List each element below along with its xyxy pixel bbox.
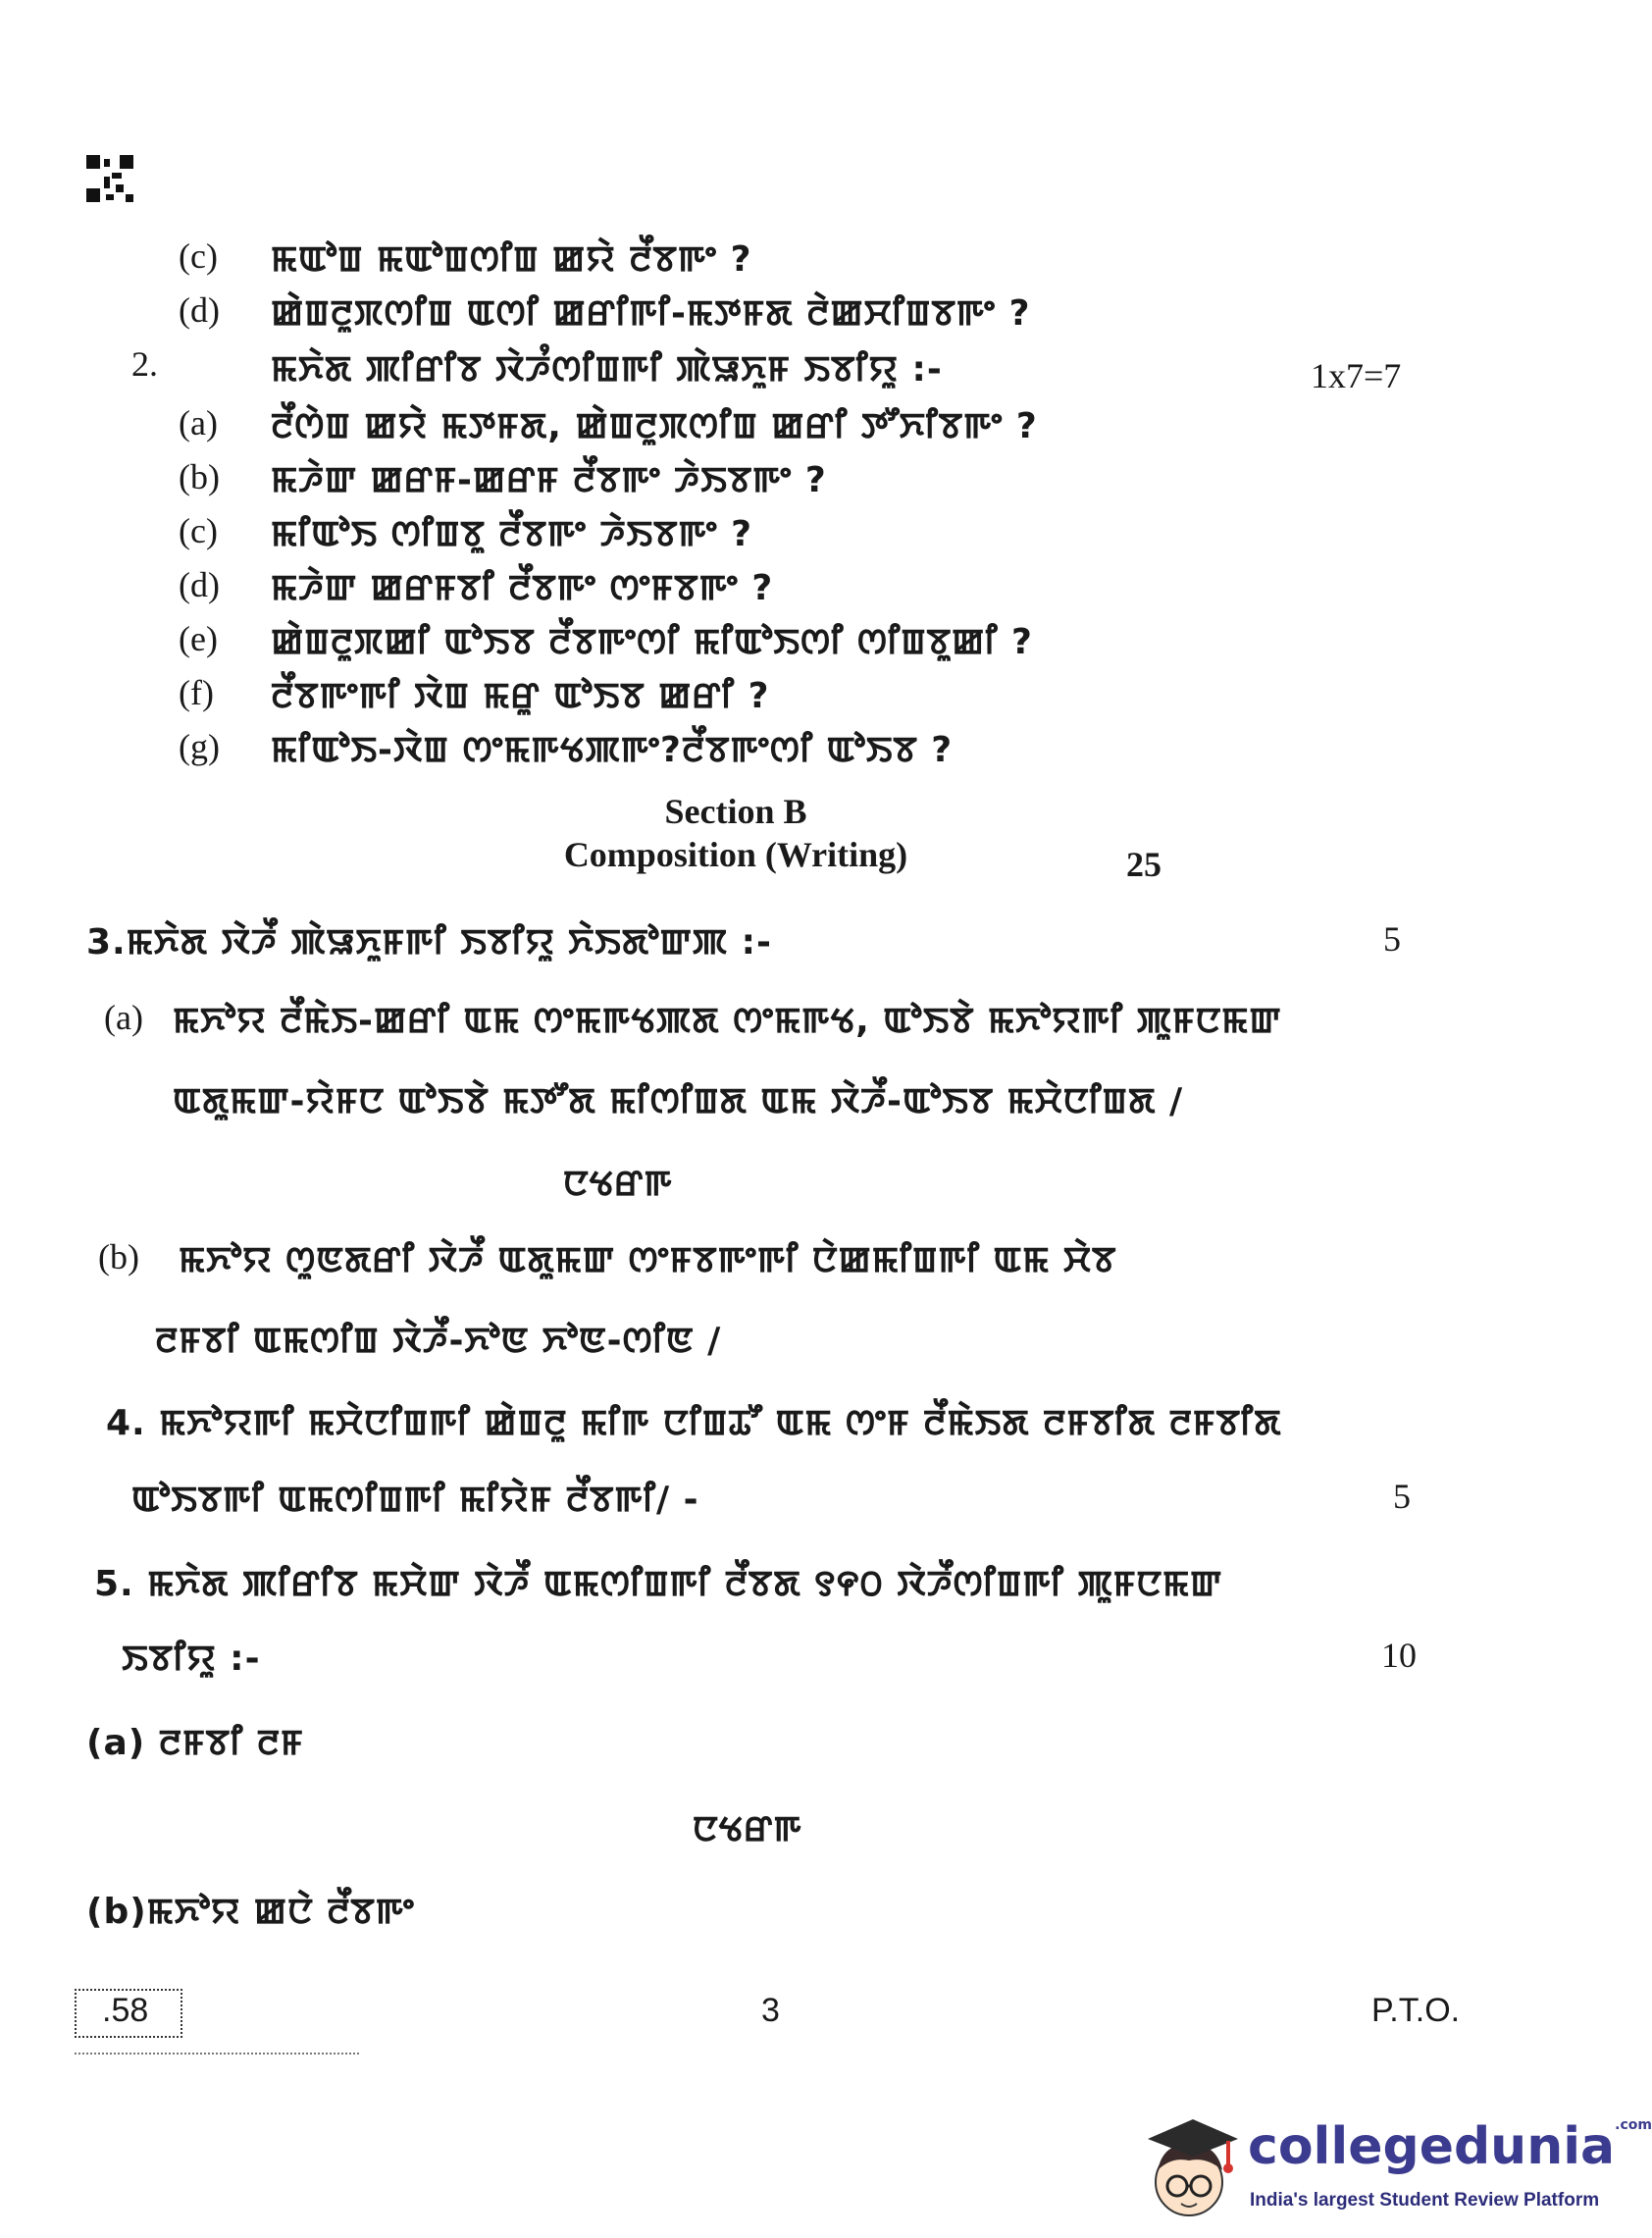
pto-text: P.T.O. (1371, 1992, 1461, 2029)
q3-b-line1: ꯃꯈꯣꯌ ꯁꯨꯟꯗꯔꯤ ꯋꯥꯍꯩ ꯑꯗꯨꯃꯛ ꯁꯦꯝꯕꯒꯦꯒꯤ ꯅꯥꯀꯃꯤꯡꯒꯤ ꯑꯃ ꯆꯥꯕ (179, 1240, 1117, 1280)
q2-b-text: ꯃꯍꯥꯛ ꯀꯔꯝ-ꯀꯔꯝ ꯂꯩꯕꯒꯦ ꯍꯥꯏꯕꯒꯦ ? (271, 460, 827, 500)
q3-b-line2: ꯂꯝꯕꯤ ꯑꯃꯁꯤꯡ ꯋꯥꯍꯩ-ꯈꯣꯟ ꯈꯣꯟ-ꯁꯤꯟ / (155, 1321, 722, 1361)
logo-tagline: India's largest Student Review Platform (1250, 2190, 1600, 2211)
q2-prompt: ꯃꯈꯥꯗ ꯄꯤꯔꯤꯕ ꯋꯥꯍꯪꯁꯤꯡꯒꯤ ꯄꯥꯎꯈꯨꯝ ꯏꯕꯤꯌꯨ :- (271, 349, 943, 390)
q2-c-text: ꯃꯤꯑꯣꯏ ꯁꯤꯡꯕꯨ ꯂꯩꯕꯒꯦ ꯍꯥꯏꯕꯒꯦ ? (271, 514, 753, 554)
q2-a-label: (a) (179, 403, 218, 442)
q1-c-label: (c) (179, 236, 218, 276)
q1-d-label: (d) (179, 290, 220, 330)
q2-a-text: ꯂꯩꯁꯥꯡ ꯀꯌꯥ ꯃꯇꯝꯗ, ꯀꯥꯡꯂꯨꯞꯁꯤꯡ ꯀꯔꯤ ꯇꯧꯈꯤꯕꯒꯦ ? (271, 406, 1038, 446)
q1-c-text: ꯃꯑꯣꯡ ꯃꯑꯣꯡꯁꯤꯡ ꯀꯌꯥ ꯂꯩꯕꯒꯦ ? (271, 239, 752, 280)
logo-wordmark (1248, 2117, 1652, 2176)
q2-e-label: (e) (179, 619, 218, 658)
q2-d-text: ꯃꯍꯥꯛ ꯀꯔꯝꯕꯤ ꯂꯩꯕꯒꯦ ꯁꯦꯝꯕꯒꯦ ? (271, 568, 774, 608)
q3-prompt: 3.ꯃꯈꯥꯗ ꯋꯥꯍꯩ ꯄꯥꯎꯈꯨꯝꯒꯤ ꯏꯕꯤꯌꯨ ꯈꯥꯏꯗꯣꯛꯄ :- (86, 922, 772, 963)
q3-a-line2: ꯑꯗꯨꯃꯛ-ꯌꯥꯝꯅ ꯑꯣꯏꯕꯥ ꯃꯇꯧꯗ ꯃꯤꯁꯤꯡꯗ ꯑꯃ ꯋꯥꯍꯩ-ꯑꯣꯏꯕ ꯃꯆꯥꯅꯤꯡꯗ / (173, 1081, 1184, 1121)
q2-c-label: (c) (179, 511, 218, 550)
q2-d-label: (d) (179, 565, 220, 604)
qr-code-icon (86, 155, 133, 202)
page-number: 3 (761, 1992, 780, 2029)
student-mascot-icon (1138, 2106, 1246, 2233)
q5-b: (b)ꯃꯈꯣꯌ ꯀꯅꯥ ꯂꯩꯕꯒꯦ (86, 1892, 415, 1932)
q2-number: 2. (131, 344, 158, 384)
q3-or: ꯅꯠꯔꯒ (563, 1164, 673, 1204)
q5-line2: ꯏꯕꯤꯌꯨ :- (122, 1639, 261, 1679)
q4-line1: 4. ꯃꯈꯣꯌꯒꯤ ꯃꯆꯥꯅꯤꯡꯒꯤ ꯀꯥꯡꯂꯨ ꯃꯤꯒ ꯅꯤꯡꯊꯧ ꯑꯃ ꯁꯦꯝ ꯂꯩꯃꯥꯏꯗ ꯂꯝꯕꯤꯗ ꯂꯝꯕꯤꯗ (106, 1403, 1282, 1443)
q2-marks: 1x7=7 (1311, 356, 1402, 395)
logo-name: collegedunia (1248, 2117, 1616, 2176)
q3-marks: 5 (1383, 919, 1401, 959)
paper-code: .58 (102, 1992, 149, 2029)
q3-b-label: (b) (98, 1237, 139, 1276)
section-subtitle: Composition (Writing) (563, 835, 908, 874)
q2-f-label: (f) (179, 673, 214, 712)
q5-or: ꯅꯠꯔꯒ (693, 1809, 802, 1849)
q5-line1: 5. ꯃꯈꯥꯗ ꯄꯤꯔꯤꯕ ꯃꯆꯥꯛ ꯋꯥꯍꯩ ꯑꯃꯁꯤꯡꯒꯤ ꯂꯩꯕꯗ ꯱꯵꯰ ꯋꯥꯍꯩꯁꯤꯡꯒꯤ ꯄꯨꯝꯅꯃꯛ (94, 1564, 1223, 1604)
q3-a-line1: ꯃꯈꯣꯌ ꯂꯩꯃꯥꯏ-ꯀꯔꯤ ꯑꯃ ꯁꯦꯃꯒꯠꯄꯗ ꯁꯦꯃꯒꯠ, ꯑꯣꯏꯕꯥ ꯃꯈꯣꯌꯒꯤ ꯄꯨꯝꯅꯃꯛ (173, 1001, 1282, 1041)
q2-e-text: ꯀꯥꯡꯂꯨꯞꯀꯤ ꯑꯣꯏꯕ ꯂꯩꯕꯒꯦꯁꯤ ꯃꯤꯑꯣꯏꯁꯤ ꯁꯤꯡꯕꯨꯀꯤ ? (271, 622, 1033, 662)
q2-b-label: (b) (179, 457, 220, 496)
q1-d-text: ꯀꯥꯡꯂꯨꯞꯁꯤꯡ ꯑꯁꯤ ꯀꯔꯤꯒꯤ-ꯃꯇꯝꯗ ꯂꯥꯀꯆꯤꯡꯕꯒꯦ ? (271, 293, 1031, 334)
section-marks: 25 (1126, 845, 1162, 884)
logo-suffix: .com (1615, 2117, 1652, 2133)
q5-marks: 10 (1381, 1636, 1417, 1675)
q4-line2: ꯑꯣꯏꯕꯒꯤ ꯑꯃꯁꯤꯡꯒꯤ ꯃꯤꯌꯥꯝ ꯂꯩꯕꯒꯤ/ - (131, 1480, 699, 1520)
footer-divider (75, 2053, 359, 2055)
q4-marks: 5 (1393, 1477, 1411, 1516)
q3-a-label: (a) (104, 998, 143, 1037)
q2-f-text: ꯂꯩꯕꯒꯦꯒꯤ ꯋꯥꯡ ꯃꯔꯨ ꯑꯣꯏꯕ ꯀꯔꯤ ? (271, 676, 770, 716)
q5-a: (a) ꯂꯝꯕꯤ ꯂꯝ (86, 1723, 304, 1763)
q2-g-label: (g) (179, 727, 220, 766)
q2-g-text: ꯃꯤꯑꯣꯏ-ꯋꯥꯡ ꯁꯦꯃꯒꯠꯄꯒꯦ?ꯂꯩꯕꯒꯦꯁꯤ ꯑꯣꯏꯕ ? (271, 730, 954, 770)
section-title: Section B (664, 792, 807, 831)
